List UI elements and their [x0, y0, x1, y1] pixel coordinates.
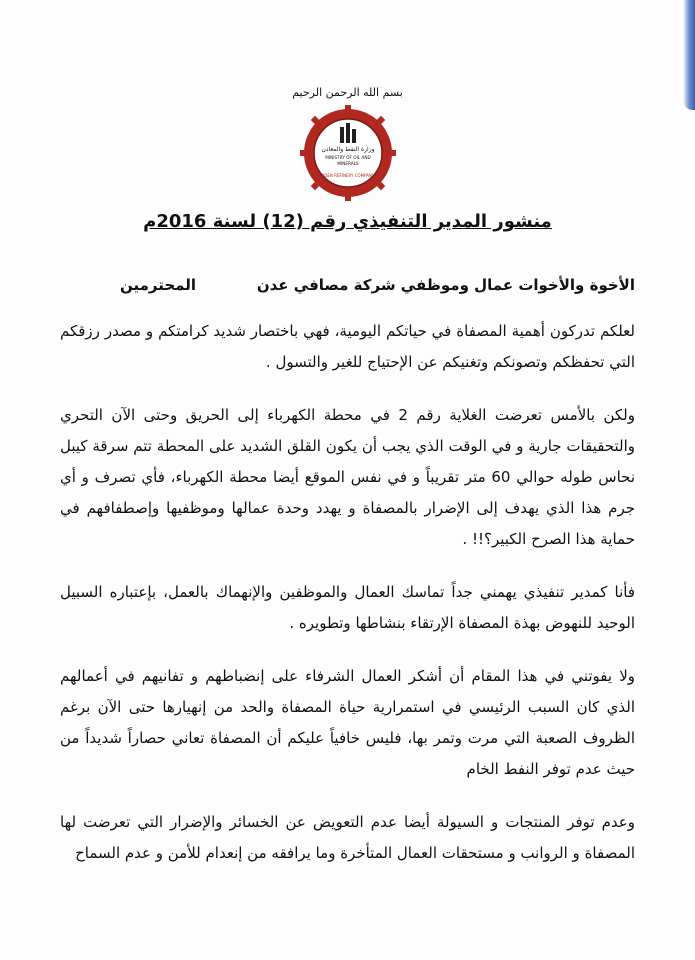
- company-logo: [300, 105, 396, 201]
- paragraph-2: ولكن بالأمس تعرضت الغلاية رقم 2 في محطة الكهرباء إلى الحريق وحتى الآن التحري والتحقيقات جارية و في الوقت الذي يجب أن يكون القلق الشديد على المحطة تتم سرقة كيبل نحاس طوله حوالي 60 متر تقريباً و في نفس الموقع أيضا محطة الكهرباء، فأي تصرف و أي جرم هذا الذي يهدف إلى الإضرار بالمصفاة و يهدد وحدة عمالها وموظفيها وإصطفافهم في حماية هذا الصرح الكبير؟!! .: [60, 406, 635, 548]
- paragraph-3: فأنا كمدير تنفيذي يهمني جداً تماسك العمال والموظفين والإنهماك بالعمل، بإعتباره السبيل الوحيد للنهوض بهذة المصفاة الإرتقاء بنشاطها وتطويره .: [60, 583, 635, 632]
- logo-company-name: ADEN REFINERY COMPANY: [321, 173, 374, 178]
- logo-container: [60, 105, 635, 201]
- salutation-honorific: المحترمين: [120, 276, 197, 294]
- paragraph-1: لعلكم تدركون أهمية المصفاة في حياتكم اليومية، فهي باختصار شديد كرامتكم و مصدر رزقكم التي تحفظكم وتصونكم وتغنيكم عن الإحتياج للغير والتسول .: [60, 322, 635, 371]
- salutation-addressee: الأخوة والأخوات عمال وموظفي شركة مصافي عدن: [256, 276, 635, 294]
- page-edge-shadow: [683, 0, 695, 110]
- logo-ministry-arabic: وزارة النفط والمعادن: [320, 146, 375, 153]
- memo-title: منشور المدير التنفيذي رقم (12) لسنة 2016م: [143, 211, 552, 232]
- logo-ministry-english-1: MINISTRY OF OIL AND: [324, 155, 371, 160]
- memo-body: [60, 80, 635, 891]
- logo-ministry-english-2: MINERALS: [336, 161, 359, 166]
- salutation-line: [60, 276, 635, 294]
- paragraph-5: وعدم توفر المنتجات و السيولة أيضا عدم التعويض عن الخسائر والإضرار التي تعرضت لها المصفاة و الروانب و مستحقات العمال المتأخرة وما يرافقه من إنعدام للأمن و عدم السماح: [60, 813, 635, 862]
- basmala: بسم الله الرحمن الرحيم: [292, 86, 403, 99]
- paragraph-4: ولا يفوتني في هذا المقام أن أشكر العمال الشرفاء على إنضباطهم و تفانيهم في أعمالهم الذي كان السبب الرئيسي في استمرارية حياة المصفاة والحد من إنهيارها حتى الآن برغم الظروف الصعبة التي مرت وتمر بها، فليس خافياً عليكم أن المصفاة تعاني حصاراً شديداً من حيث عدم توفر النفط الخام: [60, 667, 635, 778]
